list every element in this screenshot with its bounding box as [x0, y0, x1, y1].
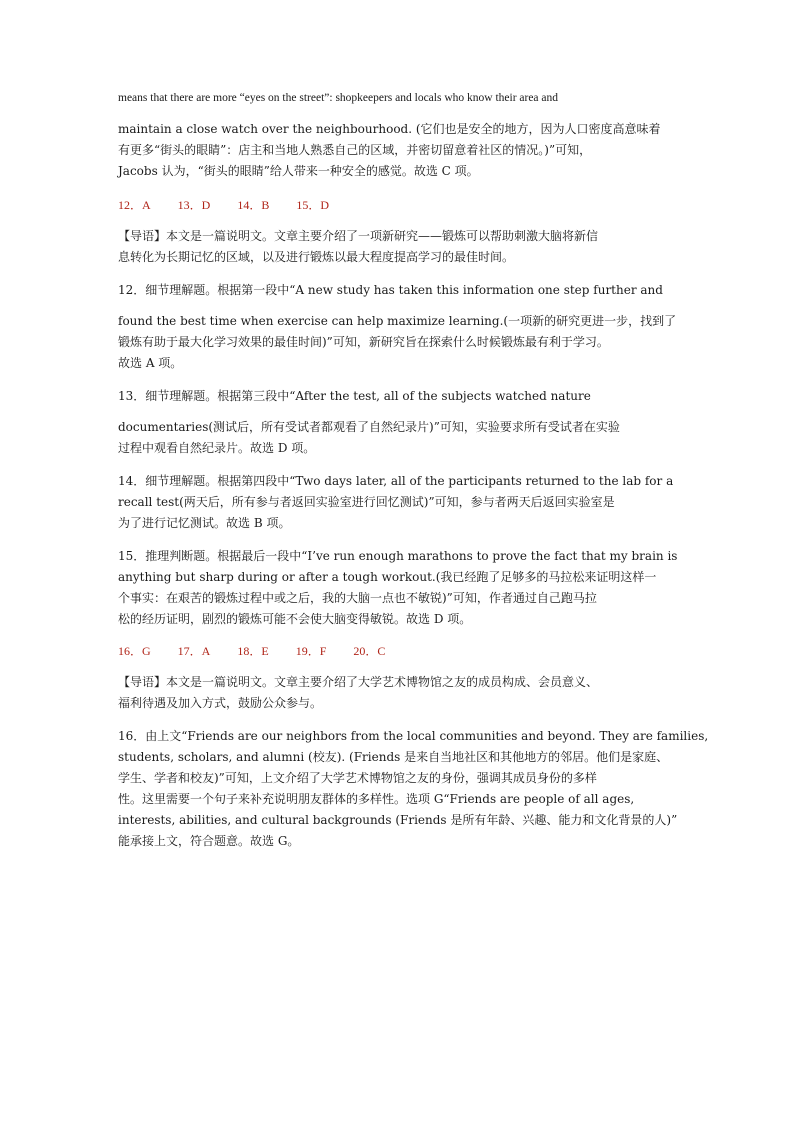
- answer-item: 17．A: [177, 644, 211, 658]
- text-line: 过程中观看自然纪录片。故选 D 项。: [118, 441, 316, 455]
- answer-item: 20．C: [353, 644, 386, 658]
- answer-key-page: [118, 88, 709, 852]
- text-line: 【导语】本文是一篇说明文。文章主要介绍了一项新研究——锻炼可以帮助刺激大脑将新信: [118, 229, 599, 243]
- passage-c-explanation-tail: [118, 88, 678, 182]
- text-line: 12．细节理解题。根据第一段中“A new study has taken this information one step further and: [118, 283, 663, 297]
- answer-item: 19．F: [295, 644, 327, 658]
- text-line: documentaries(测试后，所有受试者都观看了自然纪录片)”可知，实验要求所有受试者在实验: [118, 420, 620, 434]
- text-line: anything but sharp during or after a tough workout.(我已经跑了足够多的马拉松来证明这样一: [118, 570, 657, 584]
- text-line: Jacobs 认为，“街头的眼睛”给人带来一种安全的感觉。故选 C 项。: [118, 164, 479, 178]
- text-line: 福利待遇及加入方式，鼓励公众参与。: [118, 696, 323, 710]
- text-line: 【导语】本文是一篇说明文。文章主要介绍了大学艺术博物馆之友的成员构成、会员意义、: [118, 675, 599, 689]
- explanation-q15: [118, 546, 678, 630]
- answer-item: 18．E: [237, 644, 269, 658]
- explanation-q12: [118, 280, 678, 374]
- answer-item: 16．G: [118, 644, 151, 658]
- answer-row-16-20: [118, 640, 678, 662]
- text-line: means that there are more “eyes on the street”: shopkeepers and locals who know their area and: [118, 92, 559, 104]
- text-line: 15．推理判断题。根据最后一段中“I’ve run enough marathons to prove the fact that my brain is: [118, 549, 678, 563]
- text-line: 16．由上文“Friends are our neighbors from the local communities and beyond. They are families,: [118, 729, 709, 743]
- text-line: 性。这里需要一个句子来补充说明朋友群体的多样性。选项 G“Friends are people of all ages,: [118, 792, 635, 806]
- guide-paragraph-1: [118, 226, 678, 268]
- text-line: 故选 A 项。: [118, 356, 183, 370]
- answer-row-12-15: [118, 194, 678, 216]
- text-line: 松的经历证明，剧烈的锻炼可能不会使大脑变得敏锐。故选 D 项。: [118, 612, 472, 626]
- text-line: 学生、学者和校友)”可知，上文介绍了大学艺术博物馆之友的身份，强调其成员身份的多样: [118, 771, 597, 785]
- text-line: 息转化为长期记忆的区域，以及进行锻炼以最大程度提高学习的最佳时间。: [118, 250, 515, 264]
- text-line: 能承接上文，符合题意。故选 G。: [118, 834, 300, 848]
- text-line: students, scholars, and alumni (校友). (Friends 是来自当地社区和其他地方的邻居。他们是家庭、: [118, 750, 669, 764]
- answer-item: 13．D: [177, 198, 211, 212]
- text-line: 锻炼有助于最大化学习效果的最佳时间)”可知，新研究旨在探索什么时候锻炼最有利于学习。: [118, 335, 609, 349]
- guide-paragraph-2: [118, 672, 678, 714]
- explanation-q14: [118, 471, 678, 534]
- answer-item: 14．B: [237, 198, 270, 212]
- text-line: interests, abilities, and cultural backgrounds (Friends 是所有年龄、兴趣、能力和文化背景的人)”: [118, 813, 678, 827]
- text-line: 14．细节理解题。根据第四段中“Two days later, all of the participants returned to the lab for a: [118, 474, 674, 488]
- text-line: 为了进行记忆测试。故选 B 项。: [118, 516, 291, 530]
- text-line: 有更多“街头的眼睛”：店主和当地人熟悉自己的区域，并密切留意着社区的情况。)”可知，: [118, 143, 592, 157]
- text-line: found the best time when exercise can help maximize learning.(一项新的研究更进一步，找到了: [118, 314, 677, 328]
- text-line: maintain a close watch over the neighbourhood. (它们也是安全的地方，因为人口密度高意味着: [118, 122, 661, 136]
- answer-item: 15．D: [296, 198, 330, 212]
- explanation-q13: [118, 386, 678, 459]
- text-line: recall test(两天后，所有参与者返回实验室进行回忆测试)”可知，参与者两天后返回实验室是: [118, 495, 615, 509]
- answer-item: 12．A: [118, 198, 151, 212]
- explanation-q16: [118, 726, 709, 852]
- text-line: 个事实：在艰苦的锻炼过程中或之后，我的大脑一点也不敏锐)”可知，作者通过自己跑马拉: [118, 591, 597, 605]
- text-line: 13．细节理解题。根据第三段中“After the test, all of the subjects watched nature: [118, 389, 591, 403]
